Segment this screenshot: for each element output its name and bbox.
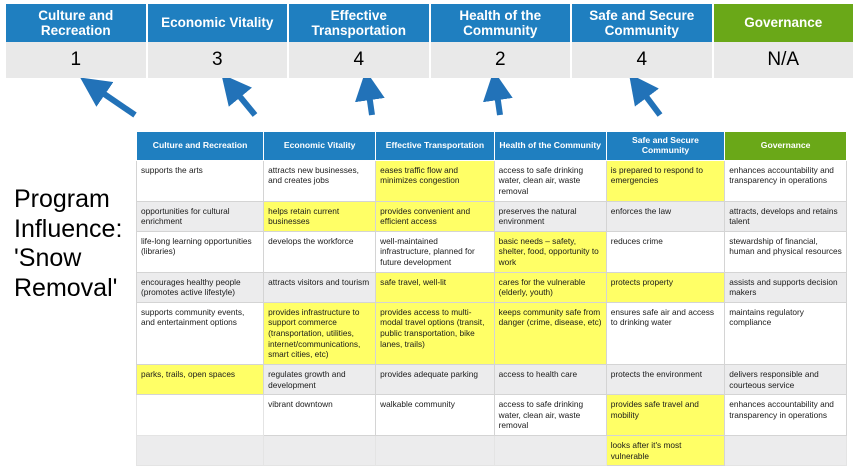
- matrix-cell-r3-c3: cares for the vulnerable (elderly, youth): [494, 272, 606, 302]
- arrow-economic-vitality: [232, 87, 255, 115]
- matrix-cell-r2-c0: life-long learning opportunities (libraries): [137, 231, 264, 272]
- pillar-score-0: 1: [6, 42, 148, 78]
- matrix-cell-r2-c3: basic needs – safety, shelter, food, opportunity to work: [494, 231, 606, 272]
- matrix-cell-r4-c2: provides access to multi-modal travel options (transit, public transportation, bike lanes, trails): [376, 302, 495, 364]
- matrix-col-governance: Governance: [725, 132, 847, 161]
- pillar-score-4: 4: [572, 42, 714, 78]
- table-row: [137, 272, 847, 302]
- matrix-cell-r0-c1: attracts new businesses, and creates jobs: [264, 160, 376, 201]
- matrix-cell-r7-c1: [264, 435, 376, 465]
- matrix-cell-r3-c0: encourages healthy people (promotes active lifestyle): [137, 272, 264, 302]
- matrix-cell-r6-c4: provides safe travel and mobility: [606, 395, 725, 436]
- pillar-score-band: [6, 42, 853, 78]
- table-row: [137, 201, 847, 231]
- matrix-cell-r1-c5: attracts, develops and retains talent: [725, 201, 847, 231]
- pillar-score-5: N/A: [767, 49, 800, 70]
- matrix-cell-r1-c2: provides convenient and efficient access: [376, 201, 495, 231]
- matrix-cell-r6-c1: vibrant downtown: [264, 395, 376, 436]
- matrix-cell-r5-c5: delivers responsible and courteous service: [725, 364, 847, 394]
- matrix-cell-r2-c5: stewardship of financial, human and physical resources: [725, 231, 847, 272]
- arrow-effective-transportation: [368, 87, 372, 115]
- matrix-cell-r5-c3: access to health care: [494, 364, 606, 394]
- table-row: [137, 231, 847, 272]
- matrix-cell-r0-c2: eases traffic flow and minimizes congestion: [376, 160, 495, 201]
- matrix-header-row: [137, 132, 847, 161]
- pillar-header-0: Culture and Recreation: [6, 4, 148, 42]
- matrix-cell-r5-c2: provides adequate parking: [376, 364, 495, 394]
- matrix-cell-r1-c0: opportunities for cultural enrichment: [137, 201, 264, 231]
- pillar-header-5: Governance: [714, 4, 854, 42]
- matrix-cell-r5-c4: protects the environment: [606, 364, 725, 394]
- pillar-header-2: Effective Transportation: [289, 4, 431, 42]
- matrix-cell-r4-c1: provides infrastructure to support commerce (transportation, utilities, internet/communications, smart cities, etc): [264, 302, 376, 364]
- matrix-cell-r7-c5: [725, 435, 847, 465]
- matrix-cell-r0-c4: is prepared to respond to emergencies: [606, 160, 725, 201]
- arrow-culture-recreation: [94, 87, 135, 115]
- matrix-col-safe-secure-community: Safe and Secure Community: [606, 132, 725, 161]
- pillar-header-4: Safe and Secure Community: [572, 4, 714, 42]
- matrix-cell-r3-c5: assists and supports decision makers: [725, 272, 847, 302]
- matrix-cell-r2-c4: reduces crime: [606, 231, 725, 272]
- matrix-cell-r6-c2: walkable community: [376, 395, 495, 436]
- pillar-score-2: 4: [289, 42, 431, 78]
- matrix-col-culture-recreation: Culture and Recreation: [137, 132, 264, 161]
- matrix-col-health-community: Health of the Community: [494, 132, 606, 161]
- matrix-cell-r0-c3: access to safe drinking water, clean air, waste removal: [494, 160, 606, 201]
- pillar-score-1: 3: [148, 42, 290, 78]
- pillar-header-band: [6, 4, 853, 42]
- matrix-cell-r1-c4: enforces the law: [606, 201, 725, 231]
- table-row: [137, 364, 847, 394]
- pillar-score-3: 2: [431, 42, 573, 78]
- arrow-safe-secure-community: [639, 87, 660, 115]
- matrix-cell-r4-c4: ensures safe air and access to drinking water: [606, 302, 725, 364]
- matrix-cell-r3-c4: protects property: [606, 272, 725, 302]
- matrix-col-economic-vitality: Economic Vitality: [264, 132, 376, 161]
- pillar-header-3: Health of the Community: [431, 4, 573, 42]
- matrix-cell-r0-c0: supports the arts: [137, 160, 264, 201]
- matrix-cell-r0-c5: enhances accountability and transparency in operations: [725, 160, 847, 201]
- matrix-col-effective-transportation: Effective Transportation: [376, 132, 495, 161]
- table-row: [137, 160, 847, 201]
- matrix-body: [137, 160, 847, 465]
- arrow-health-community: [496, 87, 500, 115]
- matrix-cell-r2-c2: well-maintained infrastructure, planned for future development: [376, 231, 495, 272]
- matrix-cell-r7-c4: looks after it's most vulnerable: [606, 435, 725, 465]
- matrix-cell-r1-c3: preserves the natural environment: [494, 201, 606, 231]
- matrix-cell-r2-c1: develops the workforce: [264, 231, 376, 272]
- matrix-cell-r1-c1: helps retain current businesses: [264, 201, 376, 231]
- matrix-cell-r7-c3: [494, 435, 606, 465]
- matrix-cell-r7-c0: [137, 435, 264, 465]
- matrix-cell-r6-c0: [137, 395, 264, 436]
- table-row: [137, 435, 847, 465]
- matrix-cell-r6-c5: enhances accountability and transparency in operations: [725, 395, 847, 436]
- matrix-cell-r7-c2: [376, 435, 495, 465]
- matrix-cell-r4-c0: supports community events, and entertainment options: [137, 302, 264, 364]
- program-influence-caption: Program Influence: 'Snow Removal': [14, 185, 123, 302]
- arrow-layer: [0, 78, 859, 130]
- pillar-header-1: Economic Vitality: [148, 4, 290, 42]
- pillar-attribute-matrix: [136, 131, 847, 466]
- table-row: [137, 395, 847, 436]
- matrix-cell-r5-c1: regulates growth and development: [264, 364, 376, 394]
- matrix-cell-r4-c3: keeps community safe from danger (crime, disease, etc): [494, 302, 606, 364]
- matrix-cell-r3-c1: attracts visitors and tourism: [264, 272, 376, 302]
- matrix-cell-r5-c0: parks, trails, open spaces: [137, 364, 264, 394]
- matrix-cell-r4-c5: maintains regulatory compliance: [725, 302, 847, 364]
- matrix-cell-r3-c2: safe travel, well-lit: [376, 272, 495, 302]
- matrix-cell-r6-c3: access to safe drinking water, clean air, waste removal: [494, 395, 606, 436]
- table-row: [137, 302, 847, 364]
